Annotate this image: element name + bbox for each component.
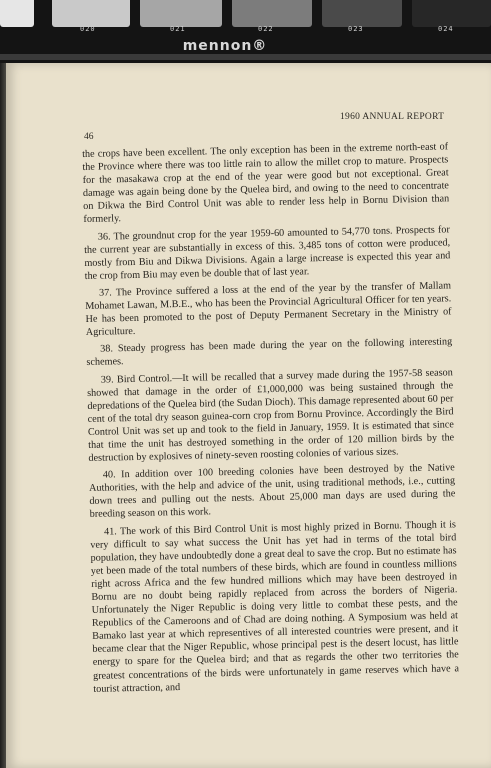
page-number: 46: [84, 132, 94, 142]
color-patch: [0, 0, 34, 27]
running-header: 1960 ANNUAL REPORT: [340, 112, 445, 122]
paragraph: 37. The Province suffered a loss at the end of the year by the transfer of Mallam Mohamet Lawan, M.B.E., who has been the Provincial Agricultural Officer for ten years. He has been promoted to the post of Deputy Permanent Secretary in the Ministry of Agriculture.: [85, 280, 452, 339]
paragraph: 41. The work of this Bird Control Unit is most highly prized in Bornu. Though it is very difficult to say what success the Unit has yet had in terms of the total bird population, they have undoubtedly done a great deal to save the crop. But no estimate has yet been made of the total numbers of these birds, which are found in countless millions right across Africa and the few hundred millions which may have been destroyed in Bornu are no doubt being rapidly replaced from across the borders of Nigeria. Unfortunately the Niger Republic is doing very little to combat these pests, and the Republics of the Cameroons and of Chad are doing nothing. A Symposium was held at Bamako last year at which representives of all interested countries were present, and it became clear that the Niger Republic, whose principal pest is the desert locust, has little energy to spare for the Quelea bird; and that as regards the other two territories the greatest concentrations of the birds were unfortunately in game reserves which have a tourist attraction, and: [90, 518, 460, 695]
color-patch: [52, 0, 130, 27]
body-text: [82, 140, 459, 699]
color-patch: [140, 0, 222, 27]
patch-label: 022: [258, 25, 274, 33]
patch-label: 021: [170, 25, 186, 33]
color-patch: [412, 0, 491, 27]
strip-divider: [0, 54, 491, 60]
brand-logo: mennon®: [182, 38, 268, 54]
patch-label: 023: [348, 25, 364, 33]
color-patch: [232, 0, 312, 27]
patch-label: 024: [438, 25, 454, 33]
calibration-strip: [0, 0, 491, 64]
paragraph: the crops have been excellent. The only exception has been in the extreme north-east of the Province where there was too little rain to allow the millet crop to mature. Prospects for the masakawa crop at the end of the year were good but not exceptional. Great damage was again being done by the Quelea bird, and owing to the need to concentrate on Dikwa the Bird Control Unit was able to render less help in Bornu Division than formerly.: [82, 141, 450, 226]
paragraph: 38. Steady progress has been made during the year on the following interesting schemes.: [86, 336, 453, 369]
color-patch: [322, 0, 402, 27]
paragraph: 36. The groundnut crop for the year 1959-60 amounted to 54,770 tons. Prospects for the current year are substantially in excess of this. 3,485 tons of cotton were produced, mostly from Biu and Dikwa Divisions. Again a large increase is expected this year and the crop from Biu may even be double that of last year.: [84, 223, 451, 282]
patch-label: 020: [80, 25, 96, 33]
paragraph: 40. In addition over 100 breeding colonies have been destroyed by the Native Authorities, with the help and advice of the unit, using traditional methods, i.e., cutting down trees and pulling out the nests. About 25,000 man days are used during the breeding season on this work.: [89, 462, 456, 521]
paragraph: 39. Bird Control.—It will be recalled that a survey made during the 1957-58 season showed that damage in the order of £1,000,000 was being sustained through the depredations of the Quelea bird (the Sudan Dioch). This damage represented about 60 per cent of the total dry season guinea-corn crop from Bornu Province. Accordingly the Bird Control Unit was set up and took to the field in January, 1959. It is estimated that since that time the unit has destroyed something in the order of 120 million birds by the destruction by explosives of ninety-seven roosting colonies of various sizes.: [87, 366, 455, 464]
